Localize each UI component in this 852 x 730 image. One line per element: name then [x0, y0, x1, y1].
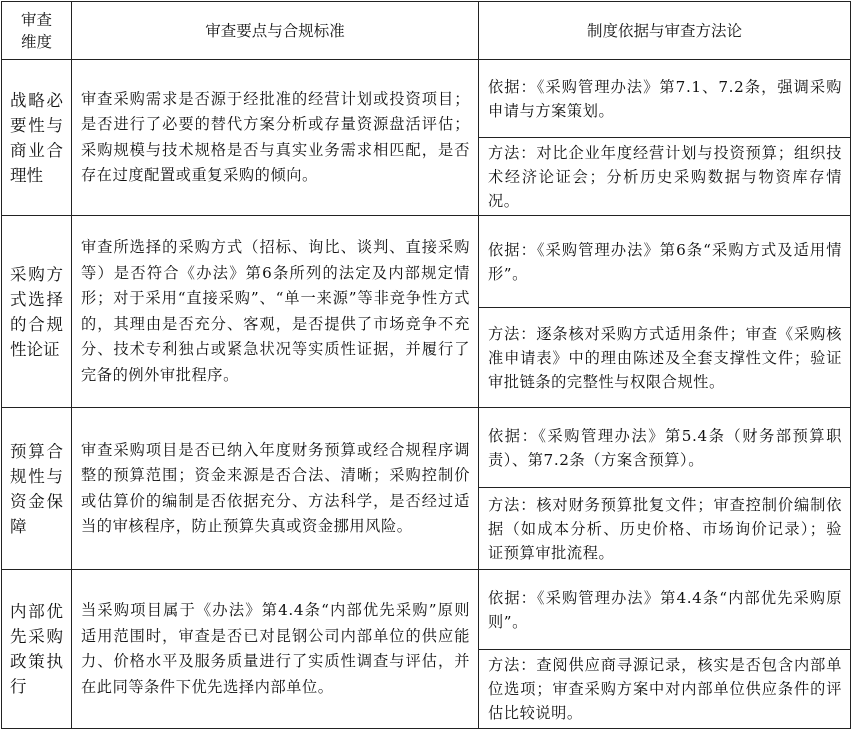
method-cell: 方法：逐条核对采购方式适用条件；审查《采购核准申请表》中的理由陈述及全套支撑性文件；验证审批链条的完整性与权限合规性。 [479, 308, 851, 408]
dimension-cell: 战略必 要性与 商业合 理性 [2, 60, 72, 216]
basis-cell: 依据：《采购管理办法》第6条“采购方式及适用情形”。 [479, 216, 851, 308]
requirement-cell: 审查所选择的采购方式（招标、询比、谈判、直接采购等）是否符合《办法》第6条所列的法定及内部规定情形；对于采用“直接采购”、“单一来源”等非竞争性方式的，其理由是否充分、客观，是否提供了市场竞争不充分、技术专利独占或紧急状况等实质性证据，并履行了完备的例外审批程序。 [72, 216, 479, 408]
table-row [2, 408, 851, 488]
basis-cell: 依据：《采购管理办法》第4.4条“内部优先采购原则”。 [479, 570, 851, 650]
table-row [2, 60, 851, 138]
requirement-cell: 审查采购需求是否源于经批准的经营计划或投资项目；是否进行了必要的替代方案分析或存量资源盘活评估；采购规模与技术规格是否与真实业务需求相匹配，是否存在过度配置或重复采购的倾向。 [72, 60, 479, 216]
dimension-cell: 预算合 规性与 资金保 障 [2, 408, 72, 570]
header-row [2, 2, 851, 60]
dimension-cell: 采购方 式选择 的合规 性论证 [2, 216, 72, 408]
audit-review-table [1, 1, 851, 729]
basis-cell: 依据：《采购管理办法》第5.4条（财务部预算职责）、第7.2条（方案含预算）。 [479, 408, 851, 488]
header-dimension: 审查 维度 [2, 2, 72, 60]
method-cell: 方法：对比企业年度经营计划与投资预算；组织技术经济论证会；分析历史采购数据与物资库存情况。 [479, 138, 851, 216]
table-row [2, 570, 851, 650]
requirement-cell: 审查采购项目是否已纳入年度财务预算或经合规程序调整的预算范围；资金来源是否合法、清晰；采购控制价或估算价的编制是否依据充分、方法科学，是否经过适当的审核程序，防止预算失真或资金挪用风险。 [72, 408, 479, 570]
basis-cell: 依据：《采购管理办法》第7.1、7.2条，强调采购申请与方案策划。 [479, 60, 851, 138]
requirement-cell: 当采购项目属于《办法》第4.4条“内部优先采购”原则适用范围时，审查是否已对昆钢公司内部单位的供应能力、价格水平及服务质量进行了实质性调查与评估，并在此同等条件下优先选择内部单位。 [72, 570, 479, 729]
method-cell: 方法：核对财务预算批复文件；审查控制价编制依据（如成本分析、历史价格、市场询价记录）；验证预算审批流程。 [479, 488, 851, 570]
header-basis: 制度依据与审查方法论 [479, 2, 851, 60]
header-requirements: 审查要点与合规标准 [72, 2, 479, 60]
table-row [2, 216, 851, 308]
dimension-cell: 内部优 先采购 政策执 行 [2, 570, 72, 729]
method-cell: 方法：查阅供应商寻源记录，核实是否包含内部单位选项；审查采购方案中对内部单位供应条件的评估比较说明。 [479, 650, 851, 729]
